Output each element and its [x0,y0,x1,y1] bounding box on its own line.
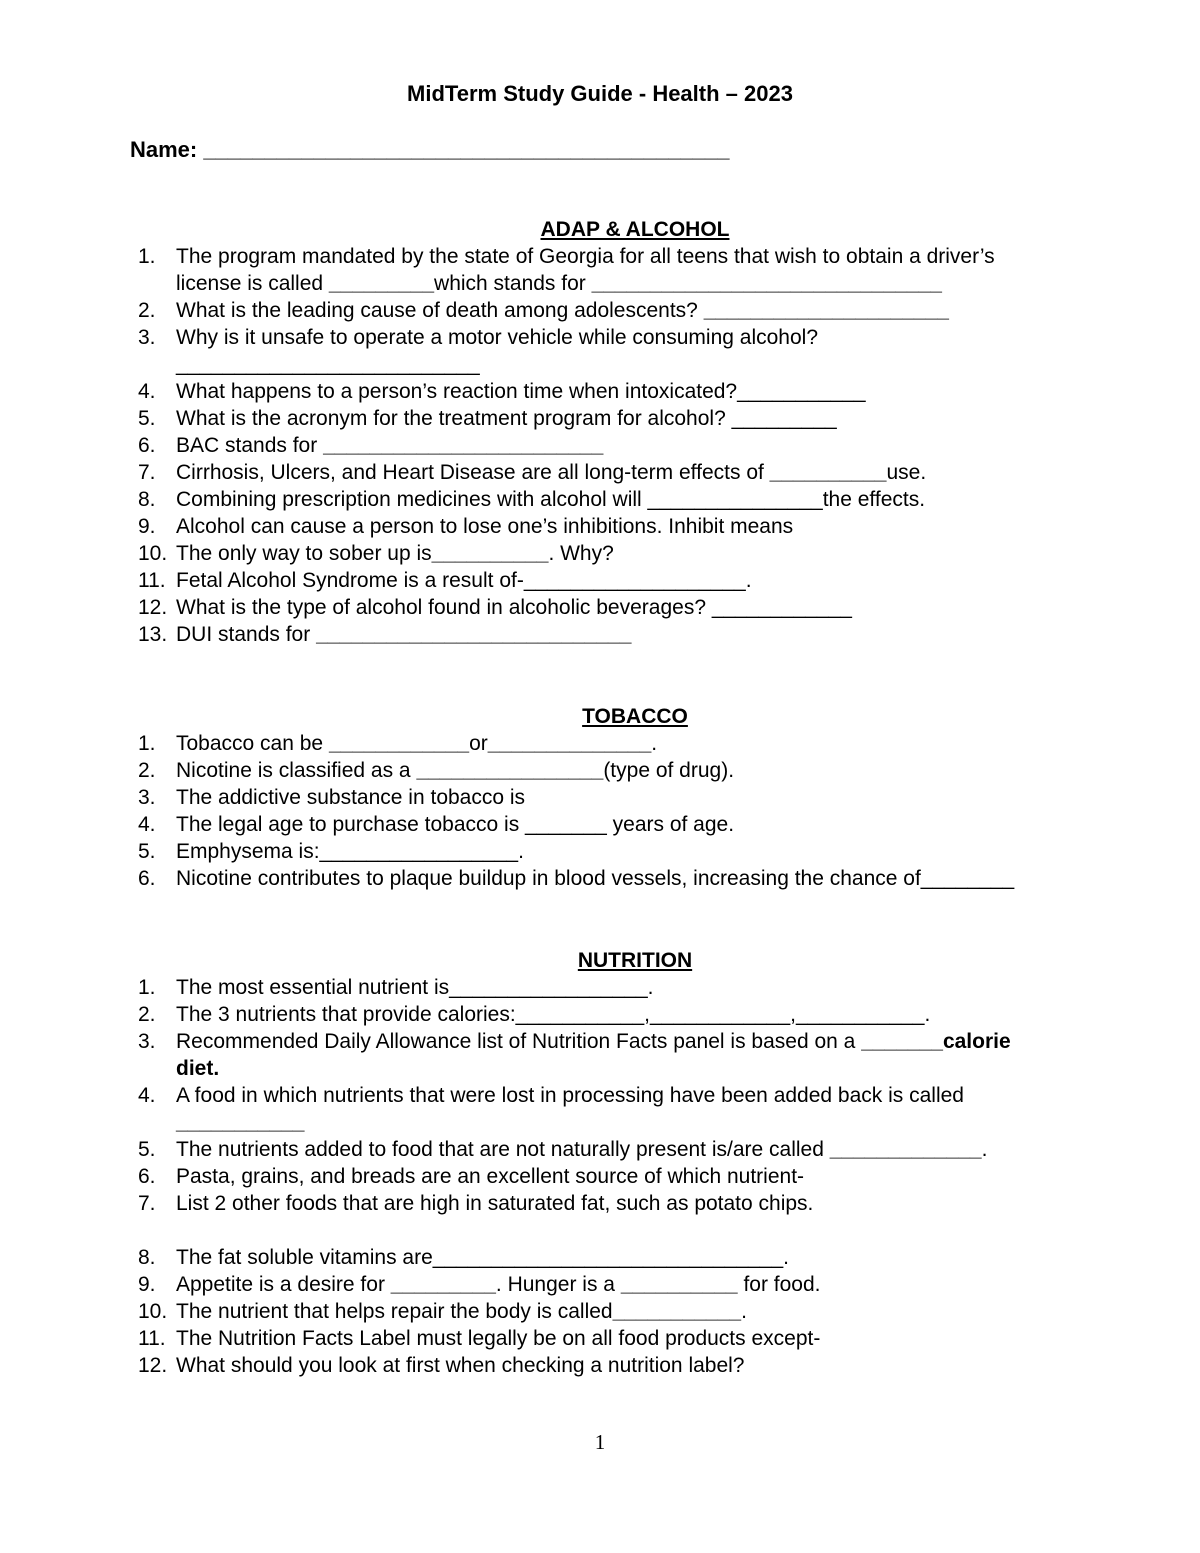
question-number: 1. [138,732,156,755]
question-item [138,513,957,540]
question-number: 8. [138,1246,156,1269]
name-blank: ___________________________________________ [203,137,730,162]
question-number: 11. [138,1327,166,1350]
question-item [138,784,976,811]
answer-blank: ________________ [416,759,604,782]
question-text: List 2 other foods that are high in saturated fat, such as potato chips. [176,1192,814,1215]
question-item [138,405,957,432]
question-item [138,243,995,297]
list-spacer [138,1217,973,1244]
question-list [138,974,1011,1379]
question-text: Tobacco can be ____________or______________. [176,732,658,755]
question-text: The addictive substance in tobacco is [176,786,526,809]
question-number: 9. [138,1273,156,1296]
answer-blank: ________________________ [323,434,604,457]
question-number: 2. [138,1003,156,1026]
answer-blank: ____________ [328,732,470,755]
answer-blank: __________ [431,542,549,565]
question-number: 1. [138,976,156,999]
question-text: Alcohol can cause a person to lose one’s inhibitions. Inhibit means [176,515,794,538]
question-text: The only way to sober up is__________. Why? [176,542,614,565]
question-number: 7. [138,1192,156,1215]
question-text-line: Why is it unsafe to operate a motor vehicle while consuming alcohol? [176,326,818,349]
question-text: What happens to a person’s reaction time when intoxicated?___________ [176,380,866,403]
question-item [138,730,976,757]
answer-blank: _______calorie [861,1030,1011,1053]
question-text: The legal age to purchase tobacco is _______ years of age. [176,813,735,836]
answer-blank: ______________ [487,732,652,755]
question-text [176,243,995,297]
question-number: 7. [138,461,156,484]
question-number: 12. [138,596,168,619]
question-item [138,757,976,784]
question-number: 5. [138,840,156,863]
question-item [138,1001,973,1028]
question-item [138,1244,973,1271]
question-number: 6. [138,867,156,890]
name-label: Name: [130,137,204,162]
section-heading: TOBACCO [582,705,688,728]
question-item [138,324,957,378]
question-item [138,1028,1011,1082]
question-text: Fetal Alcohol Syndrome is a result of-___________________. [176,569,752,592]
question-text: Pasta, grains, and breads are an excellent source of which nutrient- [176,1165,805,1188]
question-text-line: Recommended Daily Allowance list of Nutrition Facts panel is based on a _______calorie [176,1030,1011,1053]
question-number: 6. [138,434,156,457]
answer-blank: ___________ [176,1111,305,1134]
question-text-line: The program mandated by the state of Georgia for all teens that wish to obtain a driver’s [176,245,995,268]
answer-blank: __________ [620,1273,738,1296]
question-item [138,865,1015,892]
answer-blank: _____________________ [703,299,949,322]
question-list [138,730,1015,892]
question-text: BAC stands for ________________________ [176,434,604,457]
question-text: Nicotine contributes to plaque buildup in blood vessels, increasing the chance of________ [176,867,1015,890]
section-heading: NUTRITION [577,949,693,972]
question-item [138,1271,973,1298]
answer-blank: ___________________________ [316,623,632,646]
question-text-line: A food in which nutrients that were lost in processing have been added back is called [176,1084,964,1107]
question-text-line: diet. [176,1057,220,1080]
question-number: 10. [138,542,168,565]
question-item [138,1136,988,1163]
question-text: The nutrient that helps repair the body is called___________. [176,1300,747,1323]
section-heading: ADAP & ALCOHOL [540,218,730,241]
question-text [176,324,995,378]
question-item [138,594,957,621]
question-item [138,621,957,648]
question-number: 5. [138,407,156,430]
answer-blank: ______________________________ [591,272,942,295]
question-list [138,243,995,648]
question-number: 4. [138,813,156,836]
question-text: The 3 nutrients that provide calories:___________,____________,___________. [176,1003,931,1026]
question-text: Emphysema is:_________________. [176,840,524,863]
question-text: Appetite is a desire for _________. Hunger is a __________ for food. [176,1273,821,1296]
question-text: What is the acronym for the treatment program for alcohol? _________ [176,407,837,430]
question-number: 4. [138,1084,156,1107]
question-item [138,1190,973,1217]
question-item [138,432,957,459]
answer-blank: _________ [328,272,435,295]
answer-blank: _________ [390,1273,496,1296]
question-item [138,1298,973,1325]
question-item [138,459,957,486]
document-title: MidTerm Study Guide - Health – 2023 [407,81,793,106]
question-number: 3. [138,786,156,809]
question-text: What is the type of alcohol found in alcoholic beverages? ____________ [176,596,852,619]
question-number: 6. [138,1165,156,1188]
question-item [138,838,976,865]
question-text: Nicotine is classified as a ________________(type of drug). [176,759,735,782]
question-text: The Nutrition Facts Label must legally be on all food products except- [176,1327,821,1350]
question-number: 3. [138,326,156,349]
question-item [138,811,976,838]
question-item [138,1325,973,1352]
question-text: Combining prescription medicines with alcohol will _______________the effects. [176,488,926,511]
question-item [138,540,957,567]
question-text: What is the leading cause of death among adolescents? _____________________ [176,299,949,322]
answer-blank: _____________ [829,1138,982,1161]
question-item [138,974,973,1001]
question-number: 5. [138,1138,156,1161]
question-item [138,378,957,405]
question-number: 4. [138,380,156,403]
answer-blank: ___________ [612,1300,742,1323]
question-item [138,1082,973,1136]
question-number: 2. [138,759,156,782]
question-number: 10. [138,1300,168,1323]
page-number: 1 [594,1430,606,1454]
question-number: 1. [138,245,156,268]
question-text: The nutrients added to food that are not naturally present is/are called _____________. [176,1138,988,1161]
question-text: What should you look at first when checking a nutrition label? [176,1354,745,1377]
question-number: 9. [138,515,156,538]
question-text: DUI stands for ___________________________ [176,623,632,646]
answer-blank: __________________________ [176,353,480,376]
name-field [130,136,729,163]
question-item [138,567,957,594]
question-number: 11. [138,569,166,592]
question-text: The fat soluble vitamins are______________________________. [176,1246,789,1269]
question-text-line: license is called _________which stands for ______________________________ [176,272,942,295]
question-text [176,1082,1011,1136]
answer-blank: __________ [769,461,887,484]
question-number: 3. [138,1030,156,1053]
question-number: 12. [138,1354,168,1377]
question-number: 2. [138,299,156,322]
question-number: 8. [138,488,156,511]
question-item [138,1352,973,1379]
question-number: 13. [138,623,168,646]
question-item [138,1163,973,1190]
question-item [138,297,957,324]
question-item [138,486,957,513]
question-text: Cirrhosis, Ulcers, and Heart Disease are all long-term effects of __________use. [176,461,927,484]
question-text: The most essential nutrient is_________________. [176,976,654,999]
question-text [176,1028,1011,1082]
